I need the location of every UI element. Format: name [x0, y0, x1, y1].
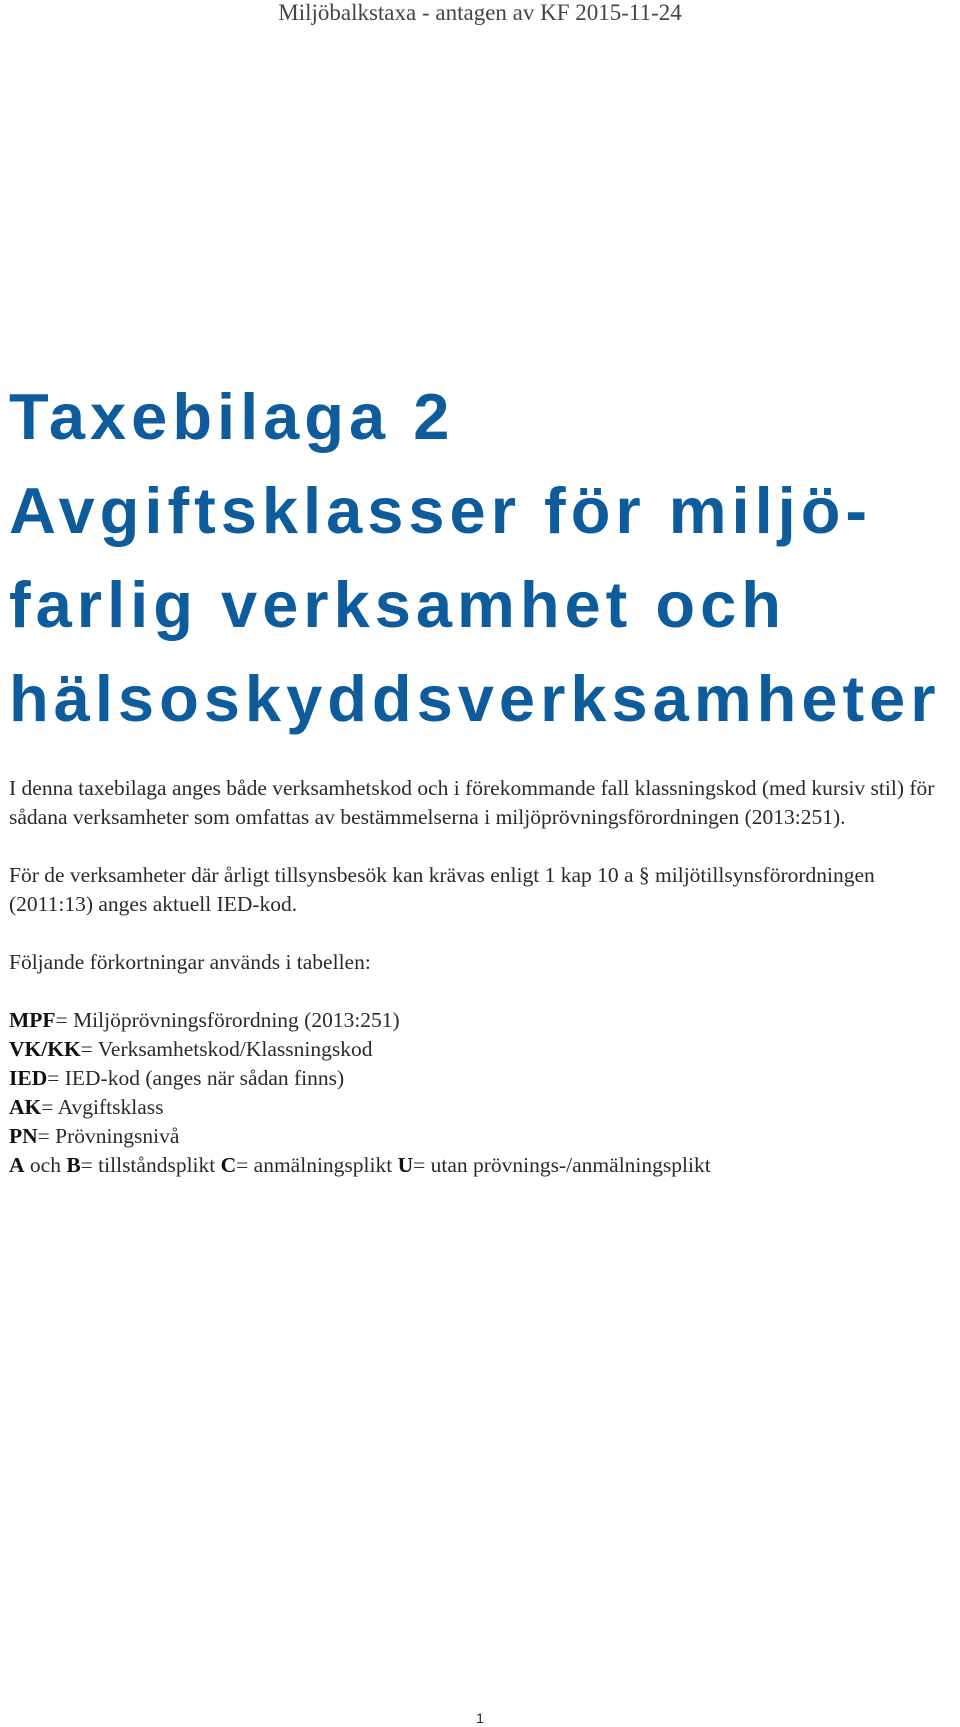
title-line-3: farlig verksamhet och — [9, 568, 786, 641]
abbreviation-key: MPF — [9, 1008, 56, 1032]
legend-key-c: C — [220, 1153, 237, 1177]
abbreviation-key: AK — [9, 1095, 42, 1119]
legend-key-u: U — [397, 1153, 414, 1177]
abbreviation-item — [9, 1035, 939, 1064]
title-line-2: Avgiftsklasser för miljö- — [9, 474, 873, 547]
page-number: 1 — [476, 1710, 484, 1726]
intro-paragraph: I denna taxebilaga anges både verksamhetskod och i förekommande fall klassningskod (med kursiv stil) för sådana verksamheter som omfattas av bestämmelserna i miljöprövningsförordningen (2013:251). — [9, 776, 935, 829]
abbreviation-key: VK/KK — [9, 1037, 81, 1061]
abbreviation-item — [9, 1006, 939, 1035]
abbreviation-item — [9, 1064, 939, 1093]
title-line-1: Taxebilaga 2 — [9, 380, 455, 453]
title-line-4: hälsoskyddsverksamheter — [9, 662, 941, 735]
abbreviation-key: PN — [9, 1124, 38, 1148]
abbreviations-intro: Följande förkortningar används i tabellen: — [9, 950, 371, 974]
abbreviation-text: = IED-kod (anges när sådan finns) — [47, 1066, 345, 1090]
abbreviation-item — [9, 1093, 939, 1122]
page-title — [9, 370, 941, 746]
abbreviation-list — [9, 1006, 939, 1151]
abbreviation-text: = Prövningsnivå — [37, 1124, 180, 1148]
legend-och: och — [24, 1153, 67, 1177]
legend-text-b: = tillståndsplikt — [80, 1153, 221, 1177]
abbreviation-text: = Verksamhetskod/Klassningskod — [80, 1037, 373, 1061]
legend-text-u: = utan prövnings-/anmälningsplikt — [413, 1153, 711, 1177]
legend-key-a: A — [9, 1153, 25, 1177]
body-text — [9, 774, 939, 1180]
abbreviation-text: = Miljöprövningsförordning (2013:251) — [55, 1008, 400, 1032]
abbreviation-item — [9, 1122, 939, 1151]
permit-legend — [9, 1151, 939, 1180]
ied-paragraph: För de verksamheter där årligt tillsynsbesök kan krävas enligt 1 kap 10 a § miljötillsynsförordningen (2011:13) anges aktuell IED-kod. — [9, 863, 875, 916]
abbreviation-text: = Avgiftsklass — [41, 1095, 164, 1119]
legend-text-c: = anmälningsplikt — [236, 1153, 398, 1177]
abbreviation-key: IED — [9, 1066, 48, 1090]
legend-key-b: B — [66, 1153, 81, 1177]
running-header: Miljöbalkstaxa - antagen av KF 2015-11-24 — [278, 0, 682, 25]
